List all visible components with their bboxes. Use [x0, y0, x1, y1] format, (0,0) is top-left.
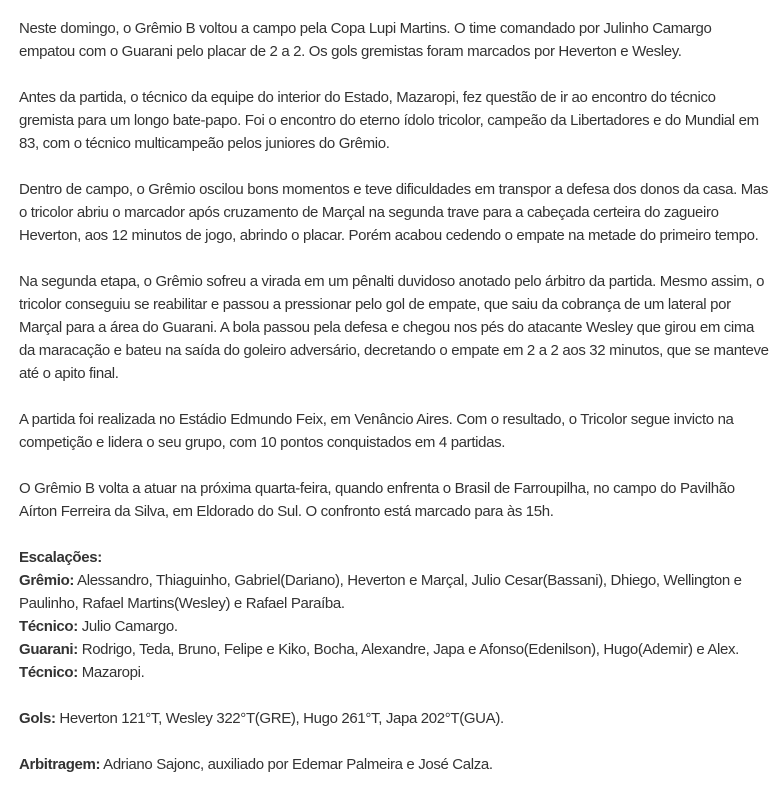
referee-text: Adriano Sajonc, auxiliado por Edemar Palmeira e José Calza. [100, 756, 493, 773]
goals-text: Heverton 121°T, Wesley 322°T(GRE), Hugo 261°T, Japa 202°T(GUA). [55, 710, 504, 727]
lineups-heading-label: Escalações: [19, 549, 102, 566]
paragraph-1: Neste domingo, o Grêmio B voltou a campo pela Copa Lupi Martins. O time comandado por Julinho Camargo empatou com o Guarani pelo placar de 2 a 2. Os gols gremistas foram marcados por Heverton e Wesley. [19, 20, 712, 60]
gremio-coach-label: Técnico: [19, 618, 78, 635]
guarani-players: Rodrigo, Teda, Bruno, Felipe e Kiko, Bocha, Alexandre, Japa e Afonso(Edenilson), Hugo(Ademir) e Alex. [77, 641, 739, 658]
paragraph-4: Na segunda etapa, o Grêmio sofreu a virada em um pênalti duvidoso anotado pelo árbitro da partida. Mesmo assim, o tricolor conseguiu se reabilitar e passou a pressionar pelo gol de empate, que saiu da cobrança de um lateral por Marçal para a área do Guarani. A bola passou pela defesa e chegou nos pés do atacante Wesley que girou em cima da maracação e bateu na saída do goleiro adversário, decretando o empate em 2 a 2 aos 32 minutos, que se manteve até o apito final. [19, 273, 769, 382]
goals-line [19, 707, 769, 730]
goals-label: Gols: [19, 710, 56, 727]
guarani-lineup [19, 638, 769, 661]
gremio-coach-name: Julio Camargo. [77, 618, 178, 635]
gremio-coach [19, 615, 769, 638]
gremio-lineup [19, 569, 769, 615]
paragraph-3: Dentro de campo, o Grêmio oscilou bons momentos e teve dificuldades em transpor a defesa dos donos da casa. Mas o tricolor abriu o marcador após cruzamento de Marçal na segunda trave para a cabeçada certeira do zagueiro Heverton, aos 12 minutos de jogo, abrindo o placar. Porém acabou cedendo o empate na metade do primeiro tempo. [19, 181, 769, 244]
guarani-coach [19, 661, 769, 684]
paragraph-6: O Grêmio B volta a atuar na próxima quarta-feira, quando enfrenta o Brasil de Farroupilha, no campo do Pavilhão Aírton Ferreira da Silva, em Eldorado do Sul. O confronto está marcado para às 15h. [19, 480, 735, 520]
gremio-label: Grêmio: [19, 572, 75, 589]
guarani-coach-name: Mazaropi. [77, 664, 145, 681]
article-body [19, 17, 769, 799]
lineups-section [19, 546, 769, 684]
lineups-heading [19, 546, 769, 569]
referee-label: Arbitragem: [19, 756, 101, 773]
referee-line [19, 753, 769, 776]
gremio-players: Alessandro, Thiaguinho, Gabriel(Dariano), Heverton e Marçal, Julio Cesar(Bassani), Dhiego, Wellington e Paulinho, Rafael Martins(Wesley) e Rafael Paraíba. [19, 572, 742, 612]
guarani-coach-label: Técnico: [19, 664, 78, 681]
paragraph-5: A partida foi realizada no Estádio Edmundo Feix, em Venâncio Aires. Com o resultado, o Tricolor segue invicto na competição e lidera o seu grupo, com 10 pontos conquistados em 4 partidas. [19, 411, 734, 451]
paragraph-2: Antes da partida, o técnico da equipe do interior do Estado, Mazaropi, fez questão de ir ao encontro do técnico gremista para um longo bate-papo. Foi o encontro do eterno ídolo tricolor, campeão da Libertadores e do Mundial em 83, com o técnico multicampeão pelos juniores do Grêmio. [19, 89, 759, 152]
guarani-label: Guarani: [19, 641, 78, 658]
